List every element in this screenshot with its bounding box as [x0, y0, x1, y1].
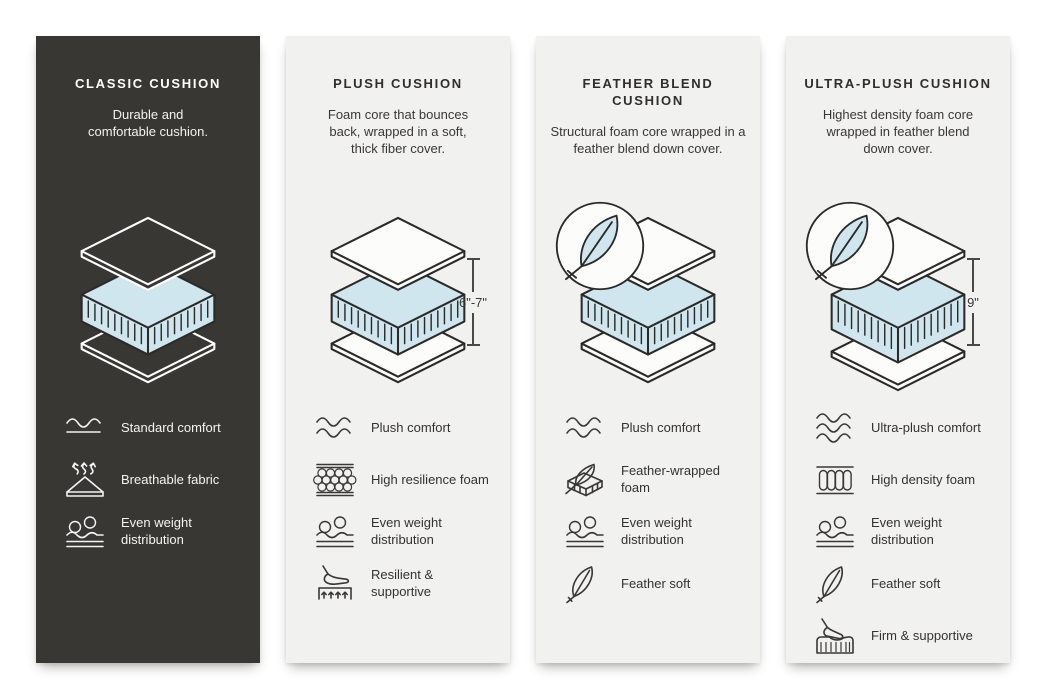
cushion-layers-illustration: [69, 214, 227, 385]
ruler-cap: [467, 344, 480, 346]
high-density-foam-icon: [813, 460, 857, 500]
feather-foam-icon: [563, 460, 607, 500]
feature-label: Even weight distribution: [121, 515, 192, 547]
feature-list: [813, 408, 1000, 656]
card-header: [536, 36, 760, 157]
feature-list: [313, 408, 500, 604]
feature-list: [63, 408, 250, 552]
feature-label: Breathable fabric: [121, 471, 220, 487]
foot-pressure-icon: [313, 564, 357, 604]
feature-label: Standard comfort: [121, 419, 221, 435]
card-title: CLASSIC CUSHION: [74, 76, 222, 91]
feature-row: [313, 564, 500, 604]
card-title: ULTRA-PLUSH CUSHION: [804, 76, 992, 91]
feature-row: [563, 564, 750, 604]
card-header: [36, 36, 260, 140]
feature-row: [813, 460, 1000, 500]
feature-row: [313, 408, 500, 448]
feature-row: [563, 460, 750, 500]
even-weight-icon: [313, 512, 357, 552]
feature-label: Plush comfort: [371, 419, 451, 435]
ruler-cap: [967, 344, 980, 346]
feather-badge-icon: [554, 200, 646, 292]
measurement-label: 9": [967, 294, 979, 310]
feature-label: Ultra-plush comfort: [871, 419, 981, 435]
feature-label: Feather soft: [621, 575, 691, 591]
cushion-illustration-area: [286, 206, 510, 411]
feather-badge-icon: [804, 200, 896, 292]
card-title: FEATHER BLEND CUSHION: [582, 76, 714, 108]
card-ultra-plush-cushion: [786, 36, 1010, 663]
ruler-line: [472, 260, 474, 292]
height-ruler: [450, 258, 496, 346]
cushion-comparison-board: [36, 36, 1010, 663]
cushion-illustration-area: [536, 206, 760, 411]
card-title: PLUSH CUSHION: [333, 76, 463, 91]
feature-row: [813, 564, 1000, 604]
card-plush-cushion: [286, 36, 510, 663]
feature-row: [813, 408, 1000, 448]
feature-row: [313, 512, 500, 552]
even-weight-icon: [813, 512, 857, 552]
feature-label: Resilient & supportive: [371, 567, 434, 599]
feature-label: Plush comfort: [621, 419, 701, 435]
feature-label: Even weight distribution: [371, 515, 442, 547]
cushion-illustration-area: [36, 206, 260, 411]
comfort-wave-icon: [813, 408, 857, 448]
feather-icon: [563, 564, 607, 604]
feature-label: Even weight distribution: [871, 515, 942, 547]
even-weight-icon: [63, 512, 107, 552]
card-description: Foam core that bounces back, wrapped in a soft, thick fiber cover.: [327, 106, 469, 157]
ruler-line: [472, 313, 474, 345]
even-weight-icon: [563, 512, 607, 552]
card-header: [286, 36, 510, 158]
feature-row: [63, 460, 250, 500]
feature-label: High resilience foam: [371, 471, 489, 487]
feature-row: [563, 512, 750, 552]
height-ruler: [950, 258, 996, 346]
feature-row: [63, 512, 250, 552]
feature-label: High density foam: [871, 471, 976, 487]
feature-label: Feather soft: [871, 575, 941, 591]
card-classic-cushion: [36, 36, 260, 663]
feature-label: Firm & supportive: [871, 627, 973, 643]
feature-label: Even weight distribution: [621, 515, 692, 547]
feature-list: [563, 408, 750, 604]
foot-support-icon: [813, 616, 857, 656]
feature-label: Feather-wrapped foam: [621, 463, 720, 495]
feature-row: [813, 512, 1000, 552]
card-description: Structural foam core wrapped in a feather blend down cover.: [550, 123, 746, 157]
high-resilience-foam-icon: [313, 460, 357, 500]
breathable-fabric-icon: [63, 460, 107, 500]
card-description: Highest density foam core wrapped in feather blend down cover.: [822, 106, 974, 157]
card-feather-blend-cushion: [536, 36, 760, 663]
feature-row: [313, 460, 500, 500]
comfort-wave-icon: [63, 408, 107, 448]
card-header: [786, 36, 1010, 158]
comfort-wave-icon: [313, 408, 357, 448]
cushion-illustration-area: [786, 206, 1010, 411]
feature-row: [813, 616, 1000, 656]
feather-icon: [813, 564, 857, 604]
measurement-label: 6"-7": [458, 294, 488, 310]
card-description: Durable and comfortable cushion.: [88, 106, 208, 140]
ruler-line: [972, 260, 974, 292]
feature-row: [563, 408, 750, 448]
ruler-line: [972, 313, 974, 345]
comfort-wave-icon: [563, 408, 607, 448]
feature-row: [63, 408, 250, 448]
